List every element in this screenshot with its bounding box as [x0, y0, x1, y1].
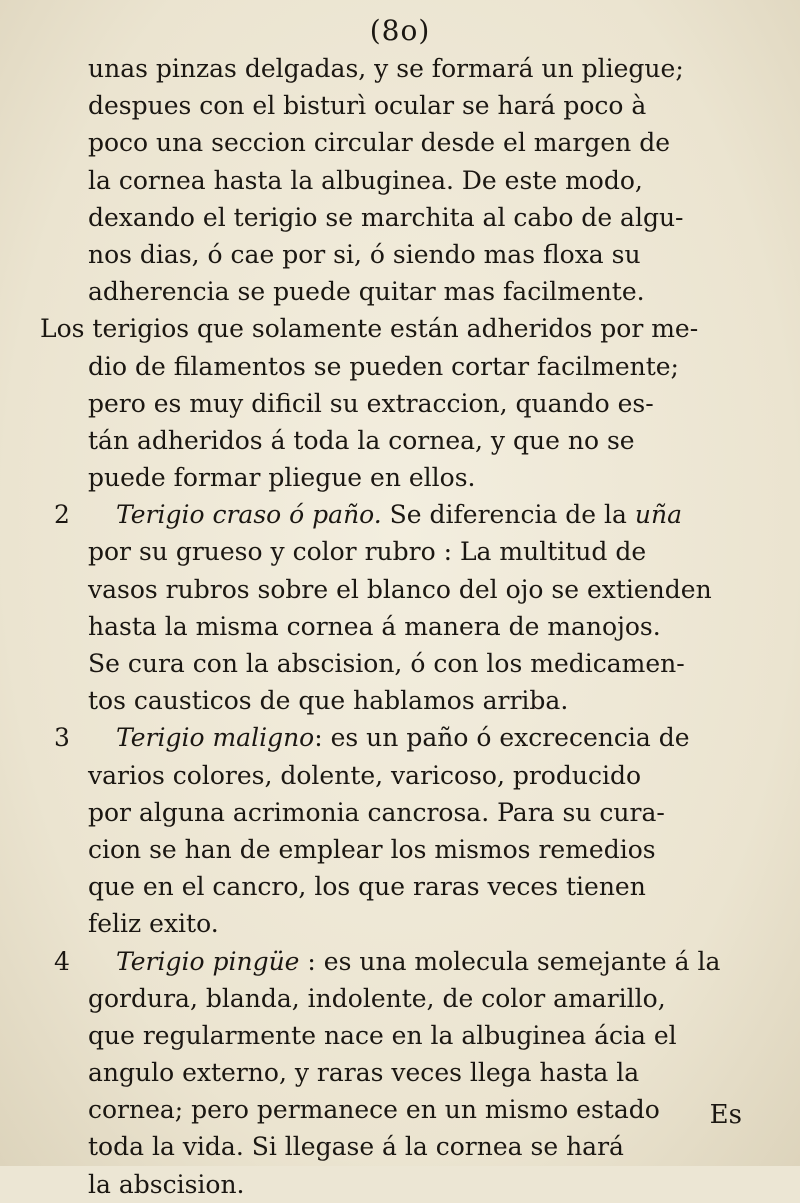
item-title: Terigio pingüe: [116, 946, 300, 976]
item-text: Se diferencia de la: [381, 500, 635, 530]
item-text: : es una molecula semejante á la: [299, 946, 721, 976]
text-line: poco una seccion circular desde el margen de: [88, 128, 670, 158]
text-line: toda la vida. Si llegase á la cornea se hará: [88, 1132, 624, 1162]
item-title: Terigio maligno: [116, 723, 315, 753]
item-number: 2: [54, 500, 70, 530]
item-text: : es un paño ó excrecencia de: [314, 723, 690, 753]
text-line: cion se han de emplear los mismos remedios: [88, 834, 656, 864]
text-line: nos dias, ó cae por si, ó siendo mas floxa su: [88, 239, 641, 269]
item-text-italic: uña: [634, 500, 682, 530]
text-line: gordura, blanda, indolente, de color amarillo,: [88, 983, 666, 1013]
text-line: dexando el terigio se marchita al cabo de algu-: [88, 202, 684, 232]
item-number: 4: [54, 946, 70, 976]
item-2-heading-line: [40, 496, 780, 533]
text-line: dio de filamentos se pueden cortar facilmente;: [88, 351, 679, 381]
catchword: Es: [709, 1100, 742, 1130]
text-line: tos causticos de que hablamos arriba.: [88, 686, 569, 716]
text-line: la abscision.: [88, 1169, 245, 1199]
text-line: la cornea hasta la albuginea. De este modo,: [88, 165, 643, 195]
text-line: feliz exito.: [88, 909, 219, 939]
text-line: hasta la misma cornea á manera de manojos.: [88, 611, 661, 641]
text-line: unas pinzas delgadas, y se formará un pliegue;: [88, 54, 684, 83]
item-4-heading-line: [40, 943, 780, 980]
text-line: despues con el bisturì ocular se hará poco à: [88, 91, 647, 121]
page-number: (8o): [369, 14, 431, 47]
body-text: [40, 50, 780, 1203]
text-line: que regularmente nace en la albuginea ácia el: [88, 1020, 677, 1050]
text-line: que en el cancro, los que raras veces tienen: [88, 872, 646, 902]
text-line: puede formar pliegue en ellos.: [88, 463, 476, 493]
text-line: pero es muy dificil su extraccion, quando es-: [88, 388, 654, 418]
text-line: angulo externo, y raras veces llega hasta la: [88, 1058, 640, 1088]
text-line: cornea; pero permanece en un mismo estado: [88, 1095, 660, 1125]
text-line: tán adheridos á toda la cornea, y que no se: [88, 425, 635, 455]
text-line: Los terigios que solamente están adheridos por me-: [40, 314, 699, 344]
text-line: por alguna acrimonia cancrosa. Para su cura-: [88, 797, 665, 827]
text-line: vasos rubros sobre el blanco del ojo se extienden: [88, 574, 712, 604]
text-line: adherencia se puede quitar mas facilmente.: [88, 277, 645, 307]
text-line: por su grueso y color rubro : La multitud de: [88, 537, 647, 567]
text-line: Se cura con la abscision, ó con los medicamen-: [88, 649, 685, 678]
text-line: varios colores, dolente, varicoso, producido: [88, 760, 642, 790]
item-number: 3: [54, 723, 70, 753]
item-title: Terigio craso ó paño.: [116, 500, 382, 530]
item-3-heading-line: [40, 719, 780, 756]
